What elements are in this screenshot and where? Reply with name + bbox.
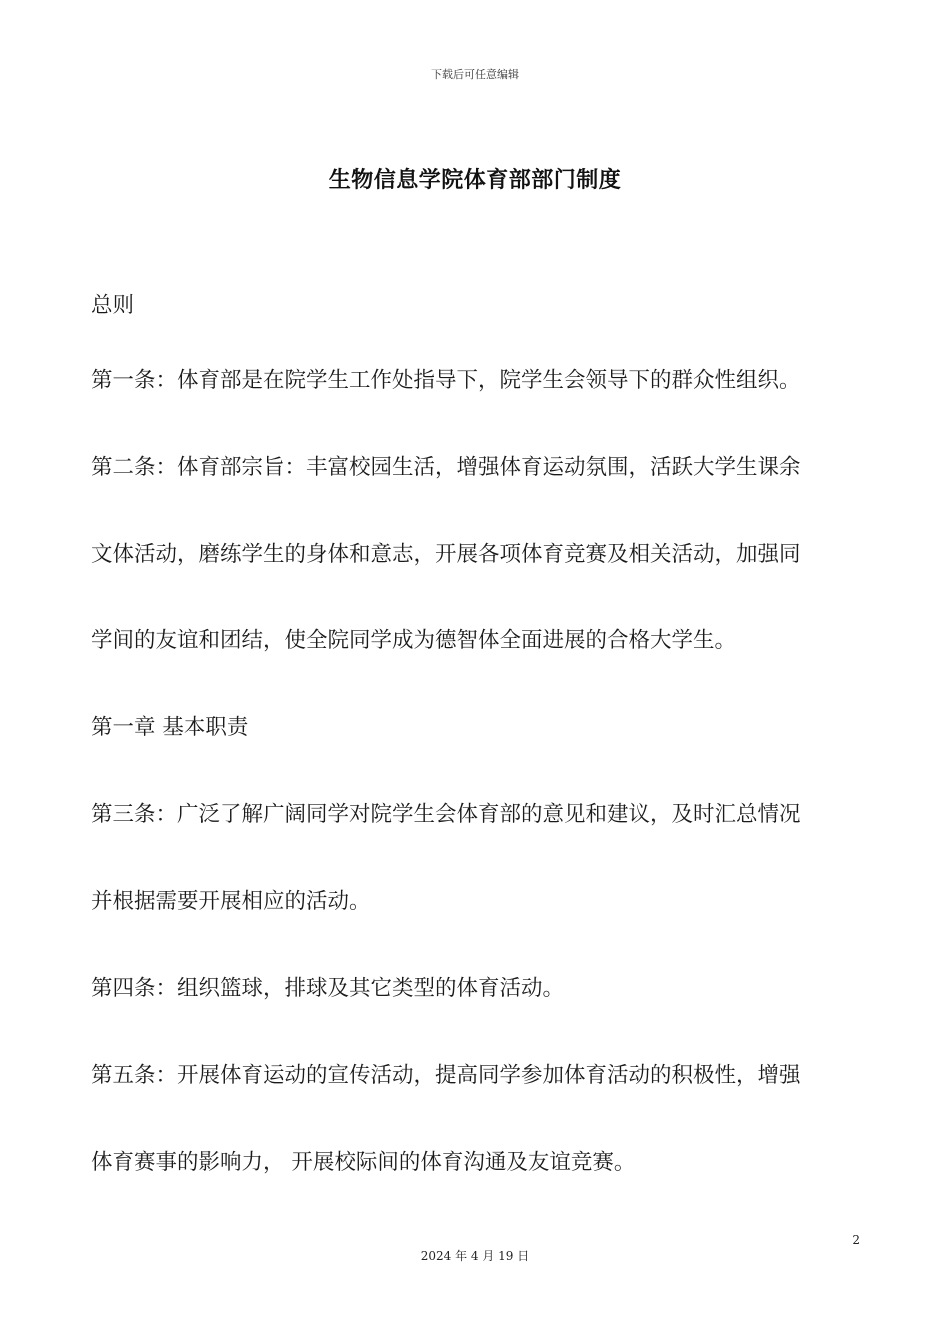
article-line: 体育赛事的影响力， 开展校际间的体育沟通及友谊竞赛。 — [91, 1150, 636, 1175]
footer-date: 2024 年 4 月 19 日 — [420, 1249, 530, 1263]
article-line: 第四条：组织篮球，排球及其它类型的体育活动。 — [91, 976, 565, 1001]
article-line: 第三条：广泛了解广阔同学对院学生会体育部的意见和建议，及时汇总情况 — [91, 802, 801, 827]
chapter-heading: 第一章 基本职责 — [91, 715, 249, 740]
article-line: 并根据需要开展相应的活动。 — [91, 889, 371, 914]
document-title: 生物信息学院体育部部门制度 — [328, 168, 622, 193]
section-heading-general: 总则 — [91, 293, 135, 318]
article-line: 第五条：开展体育运动的宣传活动，提高同学参加体育活动的积极性，增强 — [91, 1063, 801, 1088]
header-note: 下载后可任意编辑 — [431, 68, 519, 81]
article-line: 第一条：体育部是在院学生工作处指导下，院学生会领导下的群众性组织。 — [91, 368, 801, 393]
article-line: 文体活动，磨练学生的身体和意志，开展各项体育竞赛及相关活动，加强同 — [91, 542, 801, 567]
page-number: 2 — [852, 1233, 860, 1247]
article-line: 第二条：体育部宗旨：丰富校园生活，增强体育运动氛围，活跃大学生课余 — [91, 455, 801, 480]
article-line: 学间的友谊和团结，使全院同学成为德智体全面进展的合格大学生。 — [91, 628, 737, 653]
